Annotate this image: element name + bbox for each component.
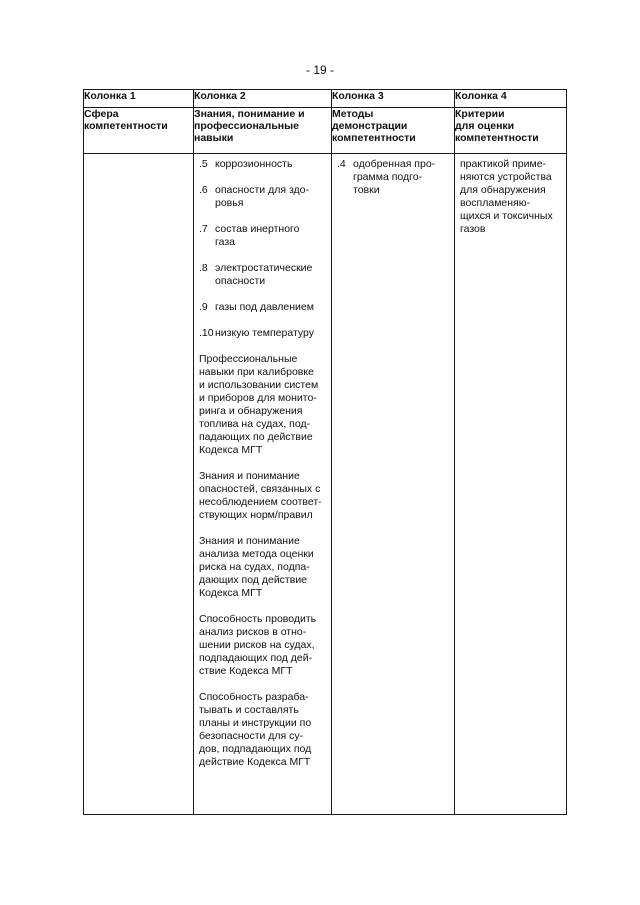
- col2-cell: [194, 154, 332, 815]
- competence-table: [83, 89, 567, 815]
- paragraph-line: безопасности для су-: [199, 730, 304, 742]
- item-line: состав инертного: [215, 223, 300, 235]
- col3-cell: [332, 154, 455, 815]
- list-item: [199, 301, 327, 314]
- paragraph-line: и приборов для монито-: [199, 392, 317, 404]
- paragraph-line: Профессиональные: [199, 353, 298, 365]
- item-text: [215, 327, 327, 340]
- column-header-row: [84, 90, 567, 108]
- paragraph-line: несоблюдением соответ-: [199, 496, 322, 508]
- item-number: .4: [337, 158, 346, 170]
- column-header-2: Колонка 2: [194, 90, 332, 108]
- criteria-line: газов: [460, 223, 486, 235]
- subheader-2: [194, 108, 332, 154]
- paragraph-line: действие Кодекса МГТ: [199, 756, 311, 768]
- criteria-line: няются устройства: [460, 171, 552, 183]
- paragraph-line: тывать и составлять: [199, 704, 299, 716]
- item-number: .10: [199, 327, 214, 339]
- skill-paragraph: [199, 535, 327, 600]
- body-row: [84, 154, 567, 815]
- paragraph-line: ринга и обнаружения: [199, 405, 303, 417]
- subheader-line: компетентности: [455, 132, 539, 144]
- paragraph-line: Способность проводить: [199, 613, 317, 625]
- item-number: .7: [199, 223, 208, 235]
- subheader-line: демонстрации: [332, 120, 408, 132]
- item-number: .8: [199, 262, 208, 274]
- item-line: товки: [353, 184, 380, 196]
- item-line: грамма подго-: [353, 171, 423, 183]
- page-number: - 19 -: [305, 63, 334, 77]
- subheader-line: навыки: [194, 132, 234, 144]
- paragraph-line: Знания и понимание: [199, 535, 300, 547]
- subheader-line: Сфера: [84, 108, 119, 120]
- list-item: [199, 327, 327, 340]
- skill-paragraph: [199, 691, 327, 769]
- subheader-line: компетентности: [84, 120, 168, 132]
- paragraph-line: топлива на судах, под-: [199, 418, 311, 430]
- criteria-line: практикой приме-: [460, 158, 547, 170]
- column-header-4: Колонка 4: [455, 90, 567, 108]
- subheader-row: [84, 108, 567, 154]
- paragraph-line: опасностей, связанных с: [199, 483, 321, 495]
- item-text: [215, 184, 327, 210]
- item-line: газа: [215, 236, 235, 248]
- list-item: [199, 262, 327, 288]
- item-line: низкую температуру: [215, 327, 314, 339]
- paragraph-line: Кодекса МГТ: [199, 587, 263, 599]
- criteria-line: щихся и токсичных: [460, 210, 553, 222]
- item-text: [215, 301, 327, 314]
- item-line: ровья: [215, 197, 244, 209]
- subheader-line: профессиональные: [194, 120, 299, 132]
- column-header-3: Колонка 3: [332, 90, 455, 108]
- paragraph-line: Способность разраба-: [199, 691, 309, 703]
- item-number: .6: [199, 184, 208, 196]
- paragraph-line: анализа метода оценки: [199, 548, 314, 560]
- criteria-line: для обнаружения: [460, 184, 546, 196]
- paragraph-line: дов, подпадающих под: [199, 743, 312, 755]
- item-line: газы под давлением: [215, 301, 314, 313]
- paragraph-line: навыки при калибровке: [199, 366, 314, 378]
- subheader-line: Знания, понимание и: [194, 108, 305, 120]
- list-item: [199, 158, 327, 171]
- item-line: электростатические: [215, 262, 313, 274]
- item-line: опасности: [215, 275, 266, 287]
- column-header-1: Колонка 1: [84, 90, 194, 108]
- paragraph-line: ствие Кодекса МГТ: [199, 665, 293, 677]
- subheader-line: компетентности: [332, 132, 416, 144]
- subheader-line: для оценки: [455, 120, 515, 132]
- paragraph-line: ствующих норм/правил: [199, 509, 313, 521]
- skill-paragraph: [199, 470, 327, 522]
- paragraph-line: Кодекса МГТ: [199, 444, 263, 456]
- item-text: [215, 223, 327, 249]
- paragraph-line: планы и инструкции по: [199, 717, 312, 729]
- skill-paragraph: [199, 613, 327, 678]
- paragraph-line: и использовании систем: [199, 379, 319, 391]
- item-number: .5: [199, 158, 208, 170]
- paragraph-line: Знания и понимание: [199, 470, 300, 482]
- skill-paragraph: [199, 353, 327, 457]
- paragraph-line: анализ рисков в отно-: [199, 626, 307, 638]
- subheader-3: [332, 108, 455, 154]
- item-number: .9: [199, 301, 208, 313]
- paragraph-line: подпадающих под дей-: [199, 652, 313, 664]
- col1-cell: [84, 154, 194, 815]
- item-line: одобренная про-: [353, 158, 436, 170]
- item-line: коррозионность: [215, 158, 293, 170]
- subheader-line: Методы: [332, 108, 374, 120]
- item-text: [215, 158, 327, 171]
- subheader-1: [84, 108, 194, 154]
- item-text: [353, 158, 435, 197]
- col4-cell: [455, 154, 567, 815]
- item-text: [215, 262, 327, 288]
- list-item: [199, 184, 327, 210]
- criteria-line: воспламеняю-: [460, 197, 531, 209]
- subheader-4: [455, 108, 567, 154]
- subheader-line: Критерии: [455, 108, 505, 120]
- method-item: [337, 158, 450, 197]
- paragraph-line: падающих по действие: [199, 431, 313, 443]
- paragraph-line: дающих под действие: [199, 574, 308, 586]
- list-item: [199, 223, 327, 249]
- paragraph-line: риска на судах, подпа-: [199, 561, 310, 573]
- paragraph-line: шении рисков на судах,: [199, 639, 315, 651]
- item-line: опасности для здо-: [215, 184, 309, 196]
